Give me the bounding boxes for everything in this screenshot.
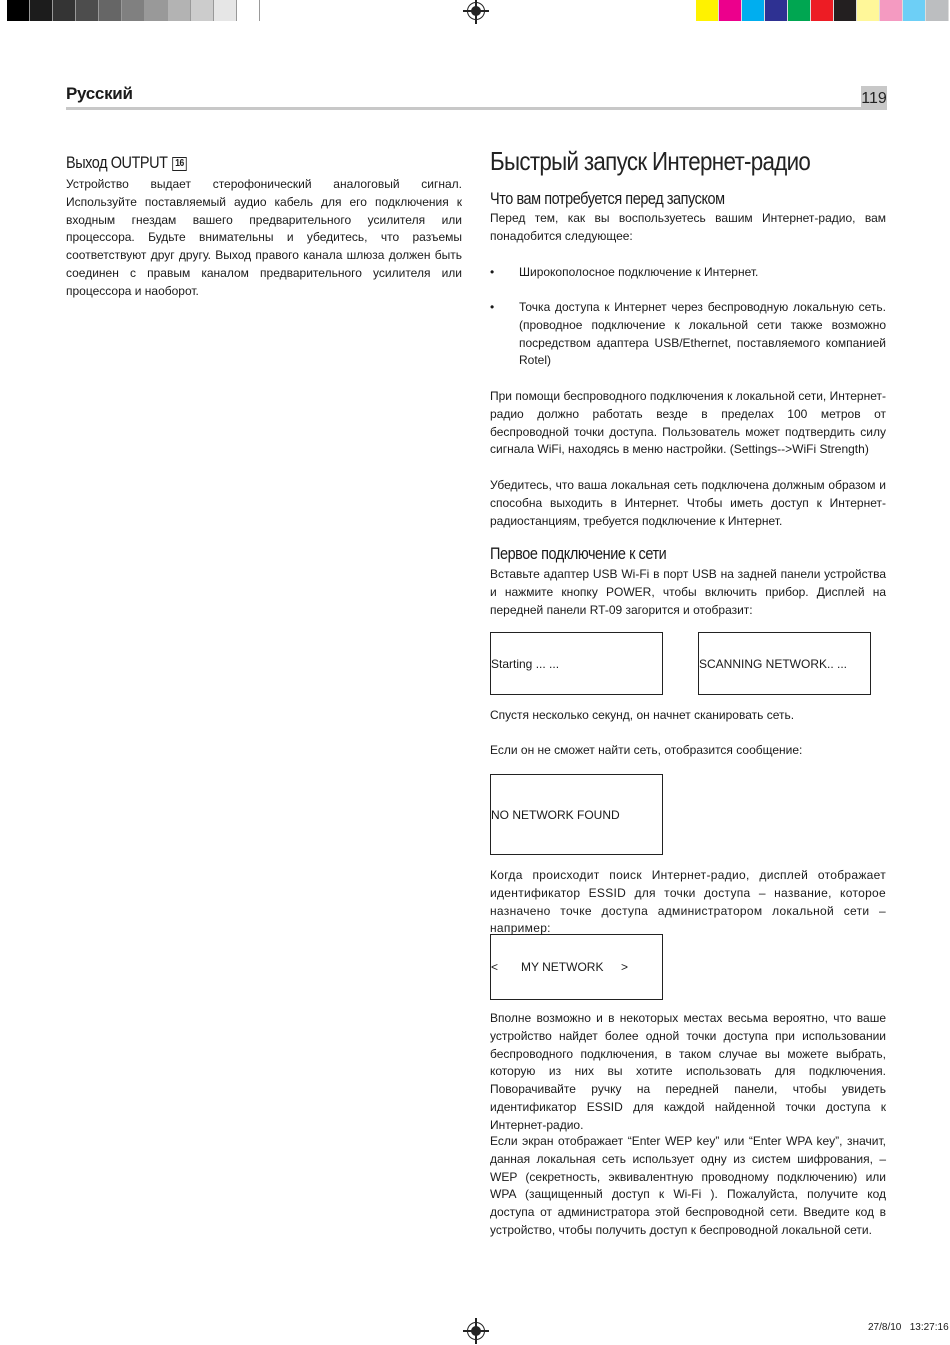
output-section-title	[66, 153, 186, 173]
header-rule	[66, 107, 887, 110]
gray-swatch	[99, 0, 122, 21]
requirements-intro: Перед тем, как вы воспользуетесь вашим Интернет-радио, вам понадобится следующее:	[490, 211, 886, 243]
registration-mark-top	[467, 2, 485, 20]
gray-swatch	[237, 0, 260, 21]
color-swatch	[719, 0, 742, 21]
display-starting-text: Starting ... ...	[491, 656, 560, 671]
output-title-text: Выход OUTPUT	[66, 153, 168, 172]
section-title-requirements: Что вам потребуется перед запуском	[490, 189, 725, 208]
multiple-access-points-paragraph: Вполне возможно и в некоторых местах весьма вероятно, что ваше устройство найдет более одной точки доступа при использовании беспроводного подключения, в таком случае вы можете выбрать, которую из них вы хотите использовать для подключения. Поворачивайте ручку на передней панели, чтобы увидеть идентификатор ESSID для каждой найденной точки доступа к Интернет-радио.	[490, 1011, 886, 1132]
page-number: 119	[861, 86, 887, 110]
color-swatch	[765, 0, 788, 21]
bullet-text: Широкополосное подключение к Интернет.	[519, 265, 759, 279]
scan-paragraph: Спустя несколько секунд, он начнет сканировать сеть.	[490, 708, 795, 722]
display-arrow-right: >	[621, 960, 629, 974]
color-swatch	[857, 0, 880, 21]
gray-swatch	[7, 0, 30, 21]
gray-swatch	[145, 0, 168, 21]
gray-swatch	[76, 0, 99, 21]
gray-swatch	[53, 0, 76, 21]
bullet-symbol: •	[490, 265, 495, 279]
display-starting	[490, 632, 663, 695]
print-timestamp	[868, 1322, 949, 1333]
gray-swatch	[191, 0, 214, 21]
output-section-body: Устройство выдает стерофонический аналоговый сигнал. Используйте поставляемый аудио кабель для его подключения к входным гнездам вашего предварительного усилителя или процессора. Будьте внимательны и убедитесь, что разъемы соответствуют друг другу. Выход правого канала шлюза должен быть соединен с правым каналом предварительного усилителя или процессора и наоборот.	[66, 177, 462, 298]
bullet-symbol: •	[490, 300, 495, 314]
bullet-text: Точка доступа к Интернет через беспроводную локальную сеть. (проводное подключение к локальной сети также возможно посредством адаптера USB/Ethernet, поставляемого компанией Rotel)	[519, 300, 886, 368]
display-arrow-left: <	[491, 960, 499, 974]
first-connection-intro: Вставьте адаптер USB Wi-Fi в порт USB на задней панели устройства и нажмите кнопку POWER, чтобы включить прибор. Дисплей на передней панели RT-09 загорится и отобразит:	[490, 567, 886, 617]
output-badge: 16	[173, 157, 187, 171]
color-swatch	[788, 0, 811, 21]
registration-mark-bottom	[467, 1322, 485, 1340]
color-swatch	[742, 0, 765, 21]
print-time: 13:27:16	[909, 1322, 949, 1333]
page-title: Быстрый запуск Интернет-радио	[490, 146, 811, 176]
display-no-network	[490, 774, 663, 855]
wep-wpa-paragraph: Если экран отображает “Enter WEP key” или “Enter WPA key”, значит, данная локальная сеть использует одну из систем шифрования, – WEP (секретность, эквивалентную проводному подключению) или WPA (защищенный доступ к Wi-Fi ). Пожалуйста, получите код доступа от администратора этой беспроводной сети. Введите код в устройство, чтобы получить доступ к беспроводной локальной сети.	[490, 1134, 886, 1237]
gray-swatch	[168, 0, 191, 21]
color-swatch	[811, 0, 834, 21]
cmyk-color-bar	[696, 0, 949, 21]
display-scanning	[698, 632, 871, 695]
gray-swatch	[30, 0, 53, 21]
color-swatch	[880, 0, 903, 21]
color-swatch	[834, 0, 857, 21]
gray-color-bar	[7, 0, 260, 21]
essid-paragraph: Когда происходит поиск Интернет-радио, дисплей отображает идентификатор ESSID для точки доступа – название, которое назначено точке доступа администратором локальной сети – например:	[490, 868, 886, 936]
print-date: 27/8/10	[868, 1322, 902, 1333]
color-swatch	[696, 0, 719, 21]
color-swatch	[903, 0, 926, 21]
color-swatch	[926, 0, 949, 21]
display-no-network-text: NO NETWORK FOUND	[491, 807, 620, 822]
connection-paragraph: Убедитесь, что ваша локальная сеть подключена должным образом и способна выходить в Интернет. Чтобы иметь доступ к Интернет-радиостанциям, требуется подключение к Интернет.	[490, 478, 886, 528]
display-scanning-text: SCANNING NETWORK.. ...	[699, 656, 848, 671]
display-my-network	[490, 934, 663, 1000]
section-title-first-connection: Первое подключение к сети	[490, 544, 667, 563]
header-language: Русский	[66, 84, 133, 103]
gray-swatch	[214, 0, 237, 21]
gray-swatch	[122, 0, 145, 21]
wifi-range-paragraph: При помощи беспроводного подключения к локальной сети, Интернет-радио должно работать везде в пределах 100 метров от беспроводной точки доступа. Пользователь может подтвердить силу сигнала WiFi, находясь в меню настройки. (Settings-->WiFi Strength)	[490, 389, 886, 457]
no-network-paragraph: Если он не сможет найти сеть, отобразится сообщение:	[490, 743, 803, 757]
display-my-network-text: MY NETWORK	[521, 960, 604, 974]
